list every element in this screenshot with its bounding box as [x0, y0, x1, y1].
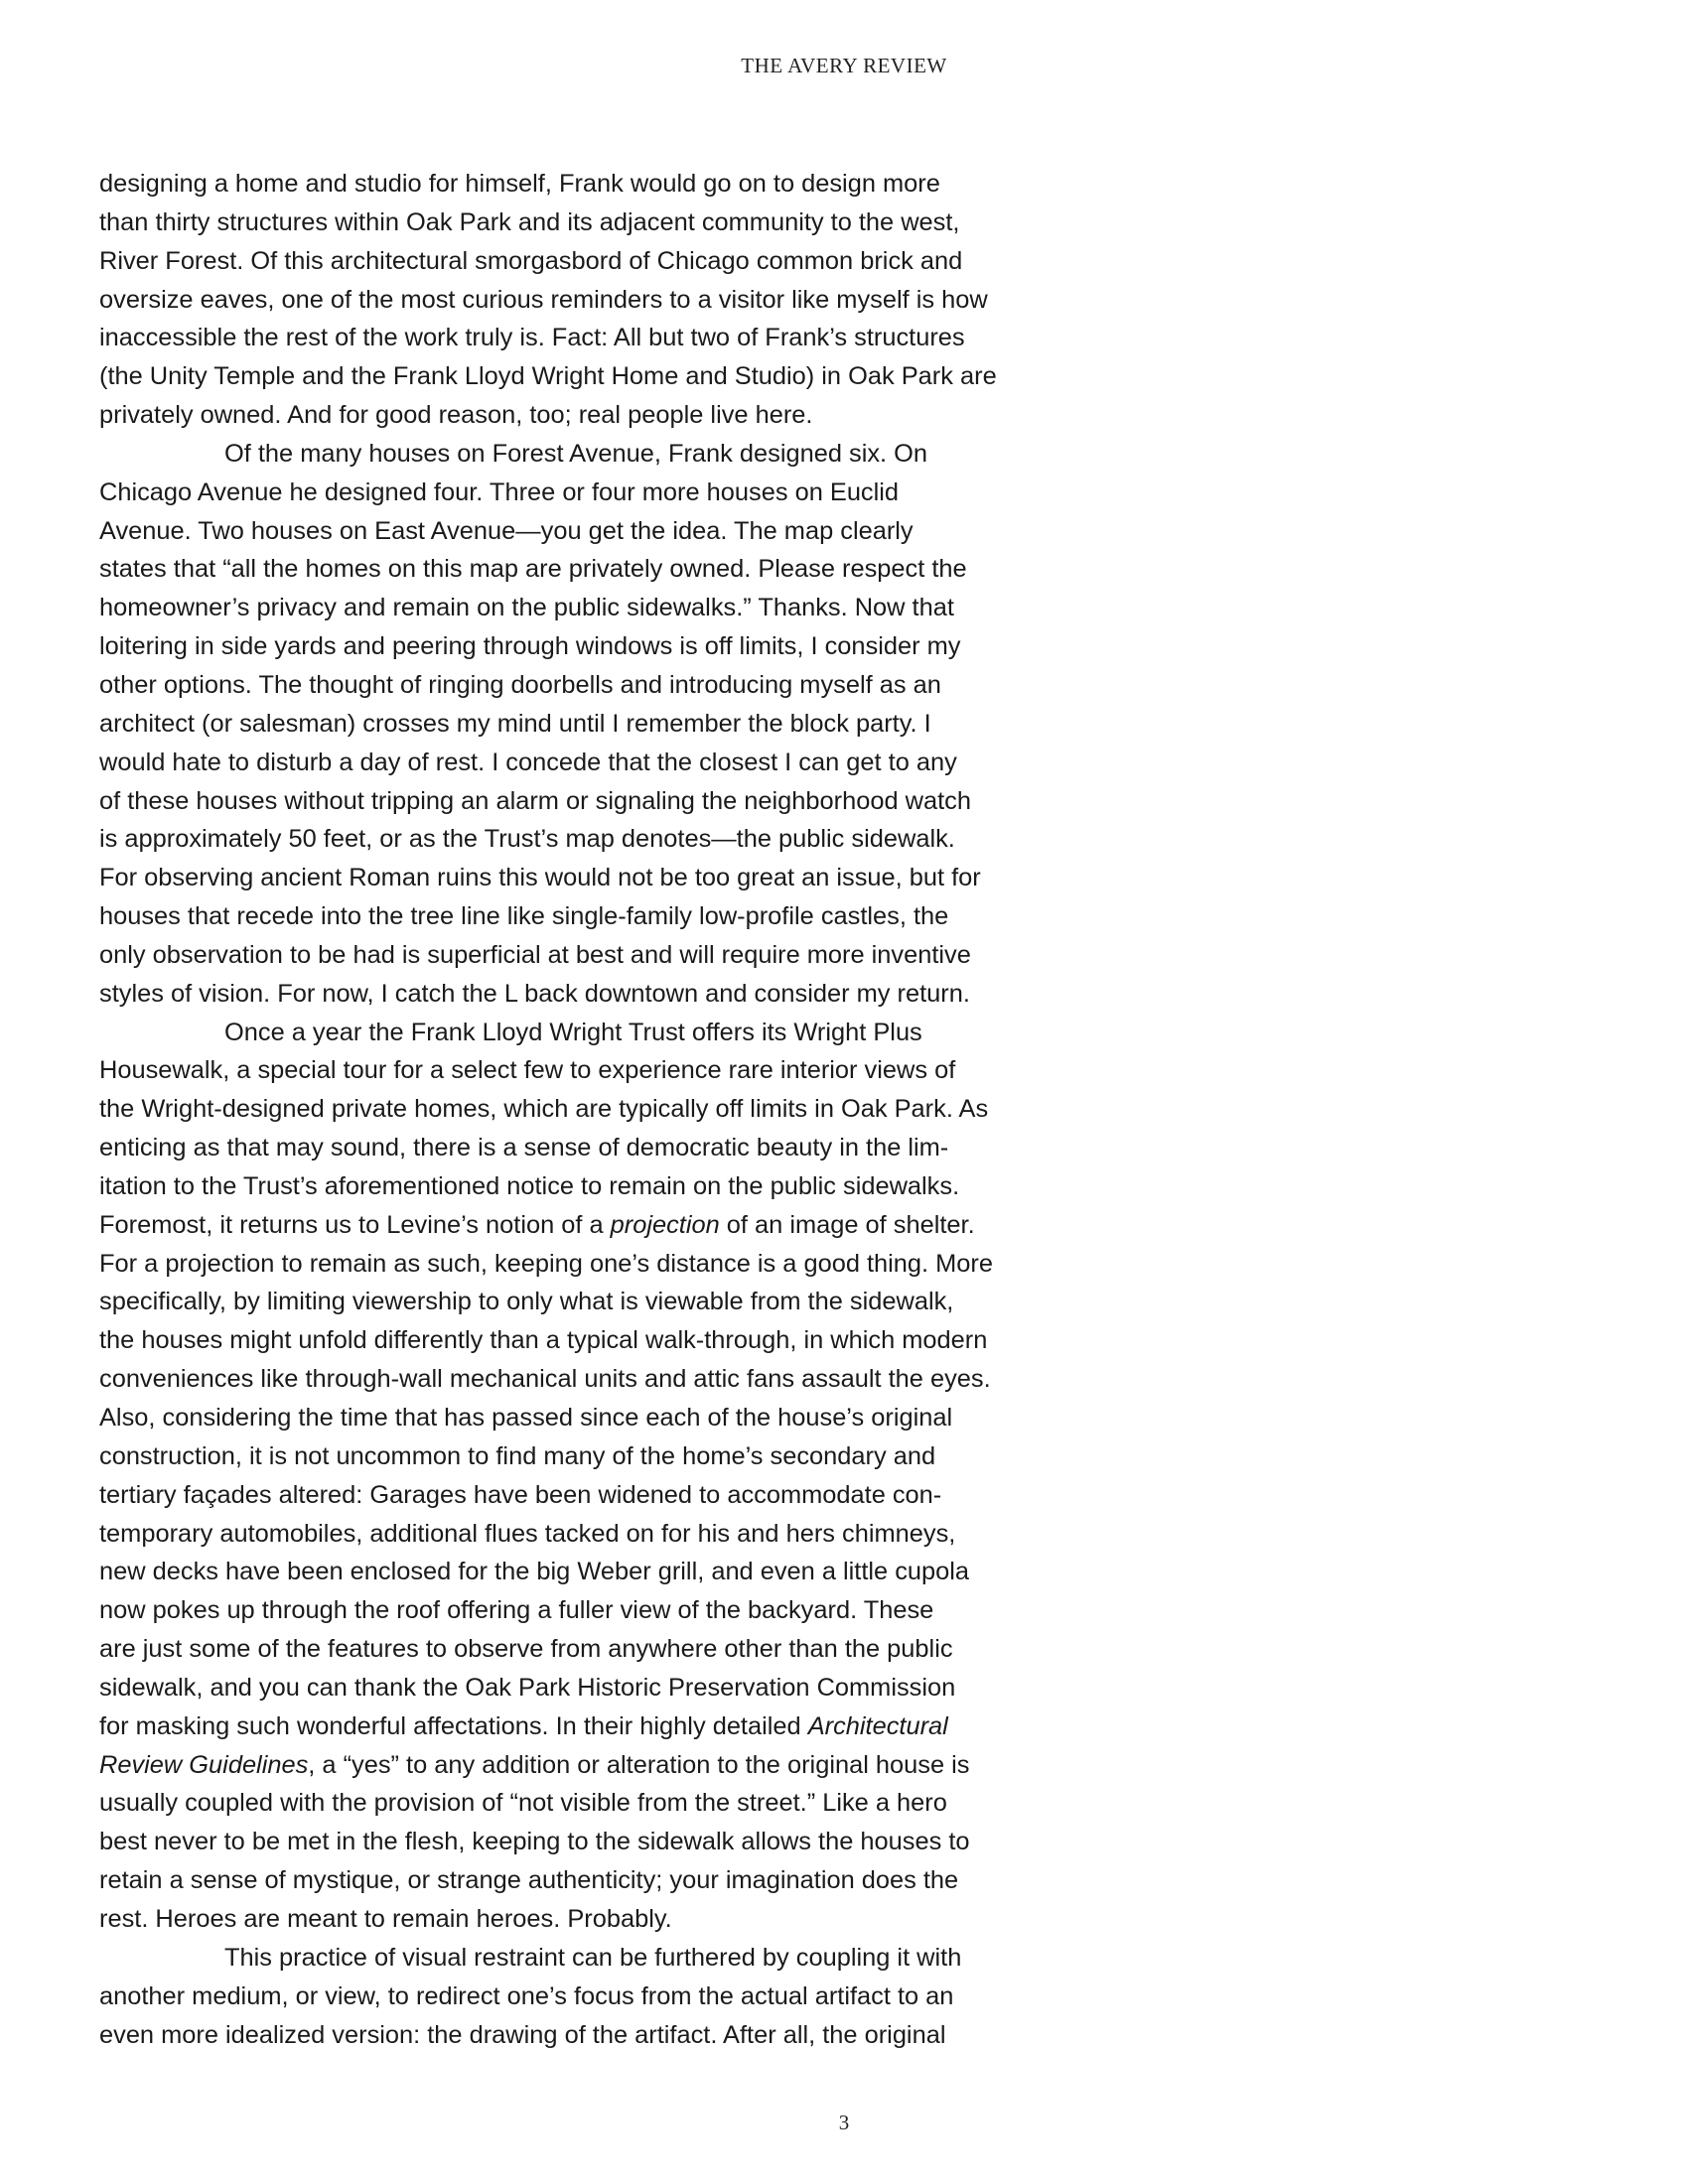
- article-body: [99, 165, 1092, 2054]
- text-line: [99, 357, 1092, 396]
- text-line: [99, 1591, 1092, 1630]
- text-segment: would hate to disturb a day of rest. I concede that the closest I can get to any: [99, 748, 957, 776]
- text-segment: styles of vision. For now, I catch the L back downtown and consider my return.: [99, 979, 970, 1008]
- text-segment: the houses might unfold differently than a typical walk-through, in which modern: [99, 1326, 988, 1355]
- italic-text: projection: [610, 1210, 720, 1239]
- text-line: [99, 589, 1092, 627]
- text-segment: is approximately 50 feet, or as the Trust’s map denotes—the public sidewalk.: [99, 825, 955, 854]
- text-line: [99, 1476, 1092, 1515]
- text-line: [99, 1978, 1092, 2016]
- text-segment: Housewalk, a special tour for a select few to experience rare interior views of: [99, 1056, 956, 1085]
- text-line: [99, 627, 1092, 666]
- text-line: [99, 705, 1092, 744]
- text-segment: the Wright-designed private homes, which are typically off limits in Oak Park. As: [99, 1095, 989, 1124]
- text-line: [99, 1399, 1092, 1437]
- page-number: 3: [838, 2111, 850, 2134]
- text-segment: usually coupled with the provision of “not visible from the street.” Like a hero: [99, 1789, 947, 1818]
- text-segment: Chicago Avenue he designed four. Three or four more houses on Euclid: [99, 478, 900, 506]
- text-segment: River Forest. Of this architectural smorgasbord of Chicago common brick and: [99, 246, 963, 275]
- text-segment: best never to be met in the flesh, keeping to the sidewalk allows the houses to: [99, 1828, 970, 1856]
- text-line: [99, 1245, 1092, 1284]
- text-segment: (the Unity Temple and the Frank Lloyd Wright Home and Studio) in Oak Park are: [99, 362, 997, 391]
- text-segment: construction, it is not uncommon to find many of the home’s secondary and: [99, 1441, 936, 1470]
- text-line: [99, 242, 1092, 281]
- text-line: [99, 1360, 1092, 1399]
- text-segment: enticing as that may sound, there is a sense of democratic beauty in the lim-: [99, 1134, 949, 1162]
- text-line: [99, 1900, 1092, 1939]
- text-segment: oversize eaves, one of the most curious reminders to a visitor like myself is how: [99, 285, 988, 314]
- text-line: [99, 1784, 1092, 1823]
- text-segment: of an image of shelter.: [719, 1210, 975, 1239]
- text-line: [99, 744, 1092, 782]
- text-line: [99, 1939, 1092, 1978]
- text-line: [99, 1669, 1092, 1707]
- text-segment: For observing ancient Roman ruins this would not be too great an issue, but for: [99, 864, 981, 892]
- text-segment: now pokes up through the roof offering a fuller view of the backyard. These: [99, 1596, 934, 1625]
- text-line: [99, 1321, 1092, 1360]
- text-segment: Foremost, it returns us to Levine’s notion of a: [99, 1210, 611, 1239]
- text-segment: retain a sense of mystique, or strange authenticity; your imagination does the: [99, 1866, 959, 1895]
- text-line: [99, 396, 1092, 435]
- text-segment: states that “all the homes on this map are privately owned. Please respect the: [99, 555, 967, 584]
- text-segment: inaccessible the rest of the work truly is. Fact: All but two of Frank’s structures: [99, 324, 965, 352]
- text-line: [99, 204, 1092, 242]
- text-segment: For a projection to remain as such, keeping one’s distance is a good thing. More: [99, 1249, 994, 1278]
- text-segment: Avenue. Two houses on East Avenue—you get the idea. The map clearly: [99, 516, 914, 545]
- text-line: [99, 936, 1092, 975]
- text-line: [99, 1437, 1092, 1476]
- text-line: [99, 1707, 1092, 1746]
- text-segment: sidewalk, and you can thank the Oak Park Historic Preservation Commission: [99, 1673, 956, 1702]
- text-line: [99, 1206, 1092, 1245]
- text-segment: than thirty structures within Oak Park and its adjacent community to the west,: [99, 207, 960, 236]
- text-line: [99, 666, 1092, 705]
- text-line: [99, 512, 1092, 551]
- text-line: [99, 1746, 1092, 1785]
- text-line: [99, 1861, 1092, 1900]
- italic-text: Architectural: [807, 1711, 948, 1740]
- text-segment: , a “yes” to any addition or alteration to the original house is: [308, 1750, 970, 1779]
- text-line: [99, 165, 1092, 204]
- text-line: [99, 550, 1092, 589]
- text-segment: houses that recede into the tree line like single-family low-profile castles, the: [99, 902, 949, 931]
- text-segment: specifically, by limiting viewership to only what is viewable from the sidewalk,: [99, 1288, 954, 1316]
- italic-text: Review Guidelines: [99, 1750, 309, 1779]
- text-line: [99, 820, 1092, 859]
- text-segment: only observation to be had is superficial at best and will require more inventive: [99, 940, 971, 969]
- text-line: [99, 782, 1092, 821]
- text-line: [99, 1515, 1092, 1554]
- text-segment: Also, considering the time that has passed since each of the house’s original: [99, 1404, 953, 1432]
- text-line: [99, 1014, 1092, 1052]
- text-segment: even more idealized version: the drawing of the artifact. After all, the original: [99, 2020, 946, 2049]
- text-segment: for masking such wonderful affectations. In their highly detailed: [99, 1711, 808, 1740]
- text-segment: of these houses without tripping an alarm or signaling the neighborhood watch: [99, 786, 971, 815]
- text-segment: itation to the Trust’s aforementioned notice to remain on the public sidewalks.: [99, 1171, 960, 1200]
- text-segment: conveniences like through-wall mechanical units and attic fans assault the eyes.: [99, 1365, 991, 1394]
- text-line: [99, 474, 1092, 512]
- text-segment: designing a home and studio for himself, Frank would go on to design more: [99, 170, 940, 198]
- text-line: [99, 1090, 1092, 1129]
- text-line: [99, 859, 1092, 897]
- text-segment: Of the many houses on Forest Avenue, Frank designed six. On: [224, 439, 928, 468]
- text-segment: This practice of visual restraint can be furthered by coupling it with: [224, 1943, 962, 1972]
- text-segment: tertiary façades altered: Garages have been widened to accommodate con-: [99, 1480, 942, 1509]
- text-line: [99, 1051, 1092, 1090]
- text-line: [99, 1823, 1092, 1861]
- text-segment: rest. Heroes are meant to remain heroes. Probably.: [99, 1904, 672, 1933]
- text-segment: loitering in side yards and peering through windows is off limits, I consider my: [99, 632, 961, 661]
- text-line: [99, 1630, 1092, 1669]
- text-segment: Once a year the Frank Lloyd Wright Trust offers its Wright Plus: [224, 1018, 922, 1046]
- text-segment: another medium, or view, to redirect one’s focus from the actual artifact to an: [99, 1981, 954, 2010]
- text-line: [99, 897, 1092, 936]
- text-line: [99, 319, 1092, 357]
- running-head: THE AVERY REVIEW: [741, 54, 947, 77]
- text-segment: temporary automobiles, additional flues tacked on for his and hers chimneys,: [99, 1519, 956, 1548]
- text-line: [99, 975, 1092, 1014]
- text-segment: new decks have been enclosed for the big Weber grill, and even a little cupola: [99, 1558, 970, 1586]
- text-line: [99, 1553, 1092, 1591]
- text-segment: other options. The thought of ringing doorbells and introducing myself as an: [99, 670, 941, 699]
- text-line: [99, 2016, 1092, 2055]
- text-line: [99, 281, 1092, 320]
- text-line: [99, 1129, 1092, 1167]
- text-segment: homeowner’s privacy and remain on the public sidewalks.” Thanks. Now that: [99, 594, 954, 622]
- text-segment: privately owned. And for good reason, too; real people live here.: [99, 401, 813, 430]
- text-line: [99, 435, 1092, 474]
- text-line: [99, 1283, 1092, 1321]
- text-segment: architect (or salesman) crosses my mind until I remember the block party. I: [99, 709, 931, 738]
- text-line: [99, 1167, 1092, 1206]
- text-segment: are just some of the features to observe from anywhere other than the public: [99, 1635, 953, 1664]
